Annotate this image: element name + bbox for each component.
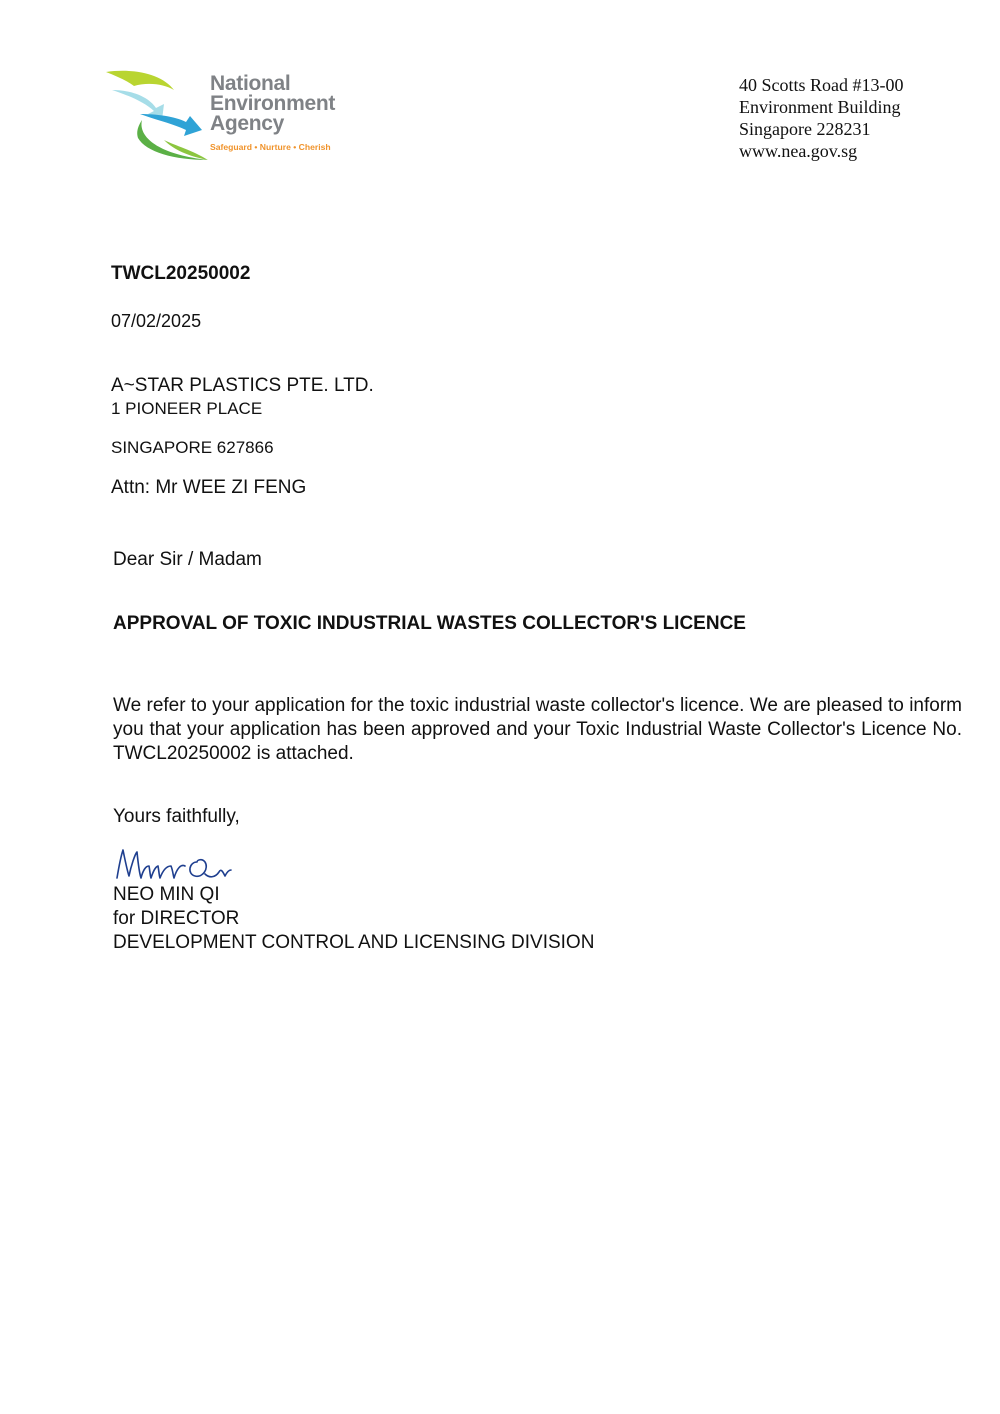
recipient-company: A~STAR PLASTICS PTE. LTD. (111, 375, 374, 396)
recipient-attention: Attn: Mr WEE ZI FENG (111, 477, 307, 498)
letter-date: 07/02/2025 (111, 311, 202, 331)
logo-name-line1: National (210, 72, 291, 95)
logo-wordmark (210, 74, 335, 134)
logo-name-line3: Agency (210, 112, 285, 135)
signatory-block (113, 883, 594, 955)
letterhead-address (739, 74, 904, 162)
logo-name-line2: Environment (210, 92, 336, 115)
signature-icon (113, 844, 238, 884)
address-website: www.nea.gov.sg (739, 141, 858, 161)
letter-body: We refer to your application for the toxic industrial waste collector's licence. We are pleased to inform you that your application has been approved and your Toxic Industrial Waste Collector's Licence No. TWCL20250002 is attached. (113, 695, 962, 764)
logo-tagline: Safeguard • Nurture • Cherish (210, 142, 331, 152)
signatory-role: for DIRECTOR (113, 908, 240, 929)
signatory-name: NEO MIN QI (113, 884, 220, 905)
reference-number: TWCL20250002 (111, 263, 251, 284)
address-line-3: Singapore 228231 (739, 119, 871, 139)
closing: Yours faithfully, (113, 806, 240, 827)
nea-logo (104, 68, 354, 163)
nea-logo-mark-icon (104, 68, 208, 162)
recipient-address-line-1: 1 PIONEER PLACE (111, 399, 263, 418)
recipient-address-line-2: SINGAPORE 627866 (111, 438, 274, 457)
salutation: Dear Sir / Madam (113, 549, 262, 570)
address-line-2: Environment Building (739, 97, 901, 117)
address-line-1: 40 Scotts Road #13-00 (739, 75, 904, 95)
letter-subject: APPROVAL OF TOXIC INDUSTRIAL WASTES COLLECTOR'S LICENCE (113, 613, 746, 634)
signatory-division: DEVELOPMENT CONTROL AND LICENSING DIVISION (113, 932, 595, 953)
